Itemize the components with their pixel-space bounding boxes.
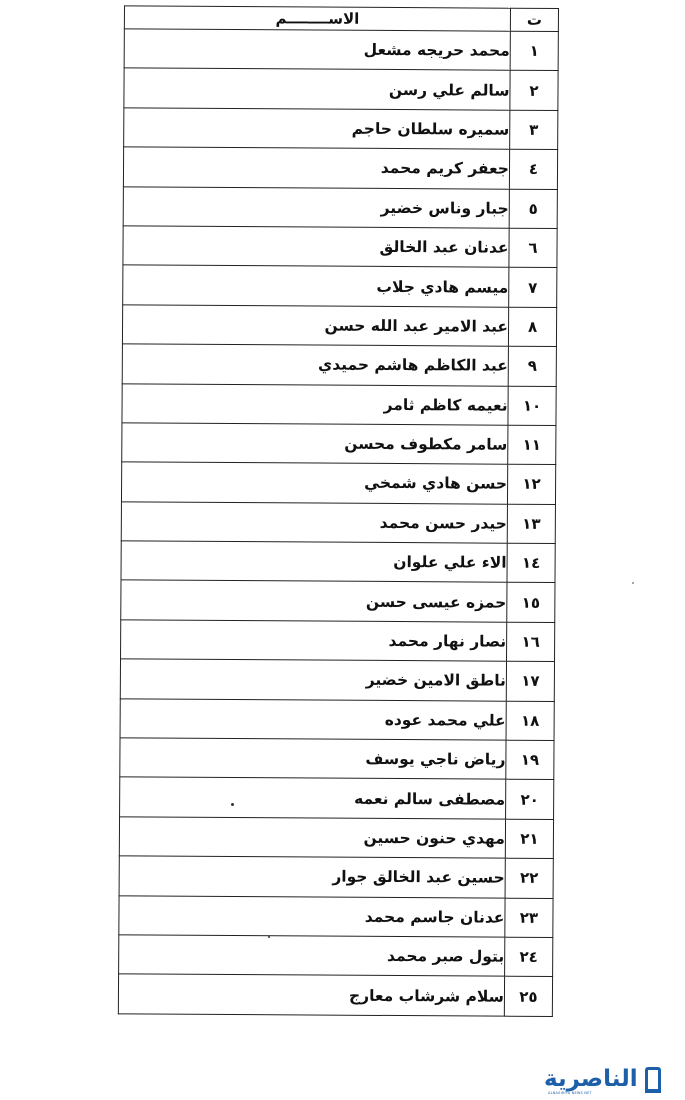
row-number: ١٢ bbox=[507, 464, 555, 504]
row-name: حيدر حسن محمد bbox=[121, 502, 507, 544]
row-name: علي محمد عوده bbox=[120, 698, 506, 740]
table-row bbox=[119, 817, 553, 859]
row-name: الاء علي علوان bbox=[121, 541, 507, 583]
logo-mark-icon bbox=[642, 1065, 664, 1093]
row-number: ١٧ bbox=[506, 661, 554, 701]
row-name: حسن هادي شمخي bbox=[121, 462, 507, 504]
row-name: سلام شرشاب معارج bbox=[118, 974, 504, 1016]
row-number: ٧ bbox=[509, 268, 557, 308]
logo-subtitle: ALNASIRIYA NEWS NET bbox=[548, 1091, 592, 1095]
table-row bbox=[120, 738, 554, 780]
row-number: ٢٤ bbox=[505, 937, 553, 977]
row-number: ٢ bbox=[510, 71, 558, 111]
table-row bbox=[122, 423, 556, 465]
table-row bbox=[119, 895, 553, 937]
names-table bbox=[118, 5, 559, 1016]
row-name: سالم علي رسن bbox=[124, 68, 510, 110]
table-row bbox=[124, 68, 558, 110]
table-row bbox=[123, 147, 557, 189]
table-row bbox=[121, 620, 555, 662]
row-name: حسين عبد الخالق جوار bbox=[119, 856, 505, 898]
table-row bbox=[122, 344, 556, 386]
row-number: ١٠ bbox=[508, 386, 556, 426]
row-number: ١ bbox=[510, 31, 558, 71]
row-name: سامر مكطوف محسن bbox=[122, 423, 508, 465]
row-name: مهدي حنون حسين bbox=[119, 817, 505, 859]
row-number: ١٦ bbox=[507, 622, 555, 662]
row-name: نعيمه كاظم ثامر bbox=[122, 383, 508, 425]
row-number: ٢٥ bbox=[504, 977, 552, 1017]
row-number: ٤ bbox=[509, 149, 557, 189]
table-row bbox=[119, 935, 553, 977]
row-name: حمزه عيسى حسن bbox=[121, 580, 507, 622]
row-number: ١٨ bbox=[506, 701, 554, 741]
logo-text: الناصرية bbox=[544, 1065, 638, 1092]
row-name: رياض ناجي يوسف bbox=[120, 738, 506, 780]
row-number: ٣ bbox=[510, 110, 558, 150]
scan-speck bbox=[268, 936, 270, 938]
row-number: ١١ bbox=[508, 425, 556, 465]
table-header-row bbox=[124, 6, 558, 32]
table-row bbox=[118, 974, 552, 1016]
row-name: عبد الامير عبد الله حسن bbox=[122, 305, 508, 347]
row-name: ميسم هادي جلاب bbox=[123, 265, 509, 307]
row-name: جعفر كريم محمد bbox=[123, 147, 509, 189]
row-name: ناطق الامين خضير bbox=[120, 659, 506, 701]
row-number: ٥ bbox=[509, 189, 557, 229]
table-row bbox=[124, 108, 558, 150]
table-row bbox=[121, 541, 555, 583]
table-row bbox=[121, 462, 555, 504]
row-name: مصطفى سالم نعمه bbox=[120, 777, 506, 819]
header-number: ت bbox=[510, 8, 558, 31]
row-name: عدنان جاسم محمد bbox=[119, 895, 505, 937]
table-row bbox=[123, 226, 557, 268]
row-number: ٢٣ bbox=[505, 898, 553, 938]
row-number: ١٤ bbox=[507, 543, 555, 583]
table-row bbox=[122, 305, 556, 347]
table-row bbox=[119, 856, 553, 898]
row-name: محمد حريجه مشعل bbox=[124, 29, 510, 71]
row-number: ٦ bbox=[509, 228, 557, 268]
header-name: الاســــــــم bbox=[124, 6, 510, 31]
row-number: ٢١ bbox=[505, 819, 553, 859]
table-row bbox=[123, 186, 557, 228]
row-number: ٩ bbox=[508, 346, 556, 386]
row-number: ٢٢ bbox=[505, 858, 553, 898]
scan-speck bbox=[632, 582, 634, 584]
row-name: سميره سلطان حاجم bbox=[124, 108, 510, 150]
row-number: ١٥ bbox=[507, 583, 555, 623]
row-name: عدنان عبد الخالق bbox=[123, 226, 509, 268]
row-name: بتول صبر محمد bbox=[119, 935, 505, 977]
row-name: جبار وناس خضير bbox=[123, 186, 509, 228]
row-number: ١٣ bbox=[507, 504, 555, 544]
scan-speck bbox=[231, 803, 234, 806]
table-row bbox=[120, 659, 554, 701]
row-name: عبد الكاظم هاشم حميدي bbox=[122, 344, 508, 386]
table-row bbox=[123, 265, 557, 307]
site-logo bbox=[544, 1062, 679, 1096]
row-name: نصار نهار محمد bbox=[121, 620, 507, 662]
row-number: ١٩ bbox=[506, 740, 554, 780]
table-body bbox=[118, 29, 558, 1016]
row-number: ٨ bbox=[508, 307, 556, 347]
table-row bbox=[124, 29, 558, 71]
table-row bbox=[120, 777, 554, 819]
table-row bbox=[122, 383, 556, 425]
table-row bbox=[121, 580, 555, 622]
table-row bbox=[120, 698, 554, 740]
row-number: ٢٠ bbox=[506, 780, 554, 820]
table-row bbox=[121, 502, 555, 544]
